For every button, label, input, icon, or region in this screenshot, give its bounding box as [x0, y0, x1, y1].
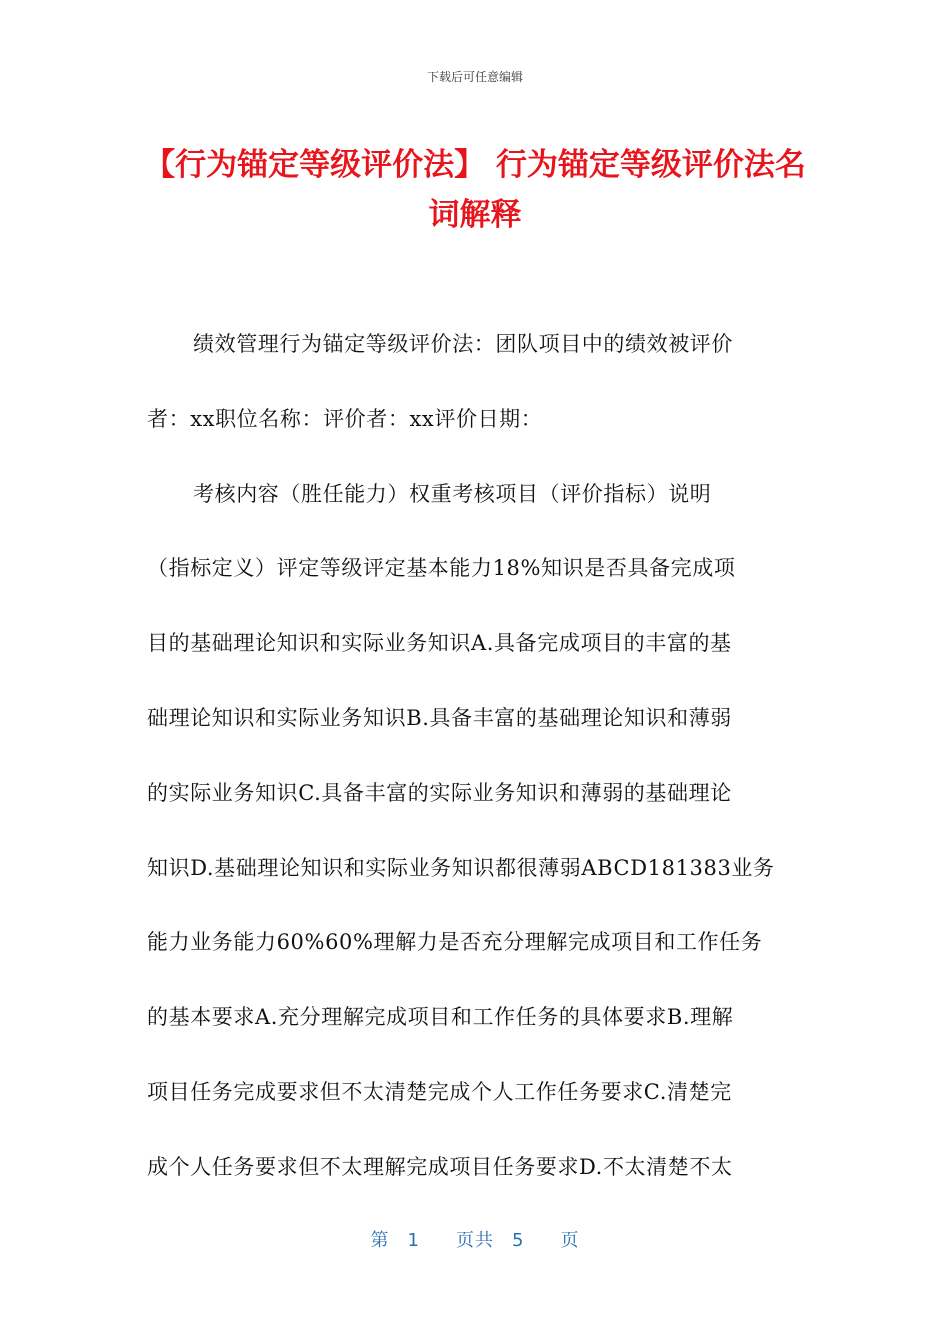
body-line: 成个人任务要求但不太理解完成项目任务要求D.不太清楚不太	[147, 1154, 733, 1179]
document-body	[147, 321, 807, 1219]
body-line: 知识D.基础理论知识和实际业务知识都很薄弱ABCD181383业务	[147, 855, 775, 880]
body-line: 考核内容（胜任能力）权重考核项目（评价指标）说明	[193, 481, 712, 506]
total-page-number: 5	[512, 1230, 525, 1251]
body-line: 能力业务能力60%60%理解力是否充分理解完成项目和工作任务	[147, 930, 763, 955]
document-title: 【行为锚定等级评价法】 行为锚定等级评价法名词解释	[144, 147, 806, 233]
body-line: 的基本要求A.充分理解完成项目和工作任务的具体要求B.理解	[147, 1005, 734, 1030]
body-line: 的实际业务知识C.具备丰富的实际业务知识和薄弱的基础理论	[147, 780, 732, 805]
body-line: 项目任务完成要求但不太清楚完成个人工作任务要求C.清楚完	[147, 1079, 732, 1104]
body-line: （指标定义）评定等级评定基本能力18%知识是否具备完成项	[147, 556, 736, 581]
body-line: 绩效管理行为锚定等级评价法：团队项目中的绩效被评价	[193, 332, 733, 356]
page-footer	[0, 1226, 950, 1252]
page-prefix: 第	[370, 1230, 390, 1251]
body-line: 础理论知识和实际业务知识B.具备丰富的基础理论知识和薄弱	[147, 705, 732, 730]
header-note: 下载后可任意编辑	[426, 70, 523, 84]
current-page-number: 1	[407, 1230, 420, 1251]
page-suffix: 页	[560, 1230, 580, 1251]
body-line: 者：xx职位名称：评价者：xx评价日期：	[147, 406, 543, 431]
body-line: 目的基础理论知识和实际业务知识A.具备完成项目的丰富的基	[147, 631, 732, 656]
total-prefix: 页共	[456, 1230, 494, 1251]
